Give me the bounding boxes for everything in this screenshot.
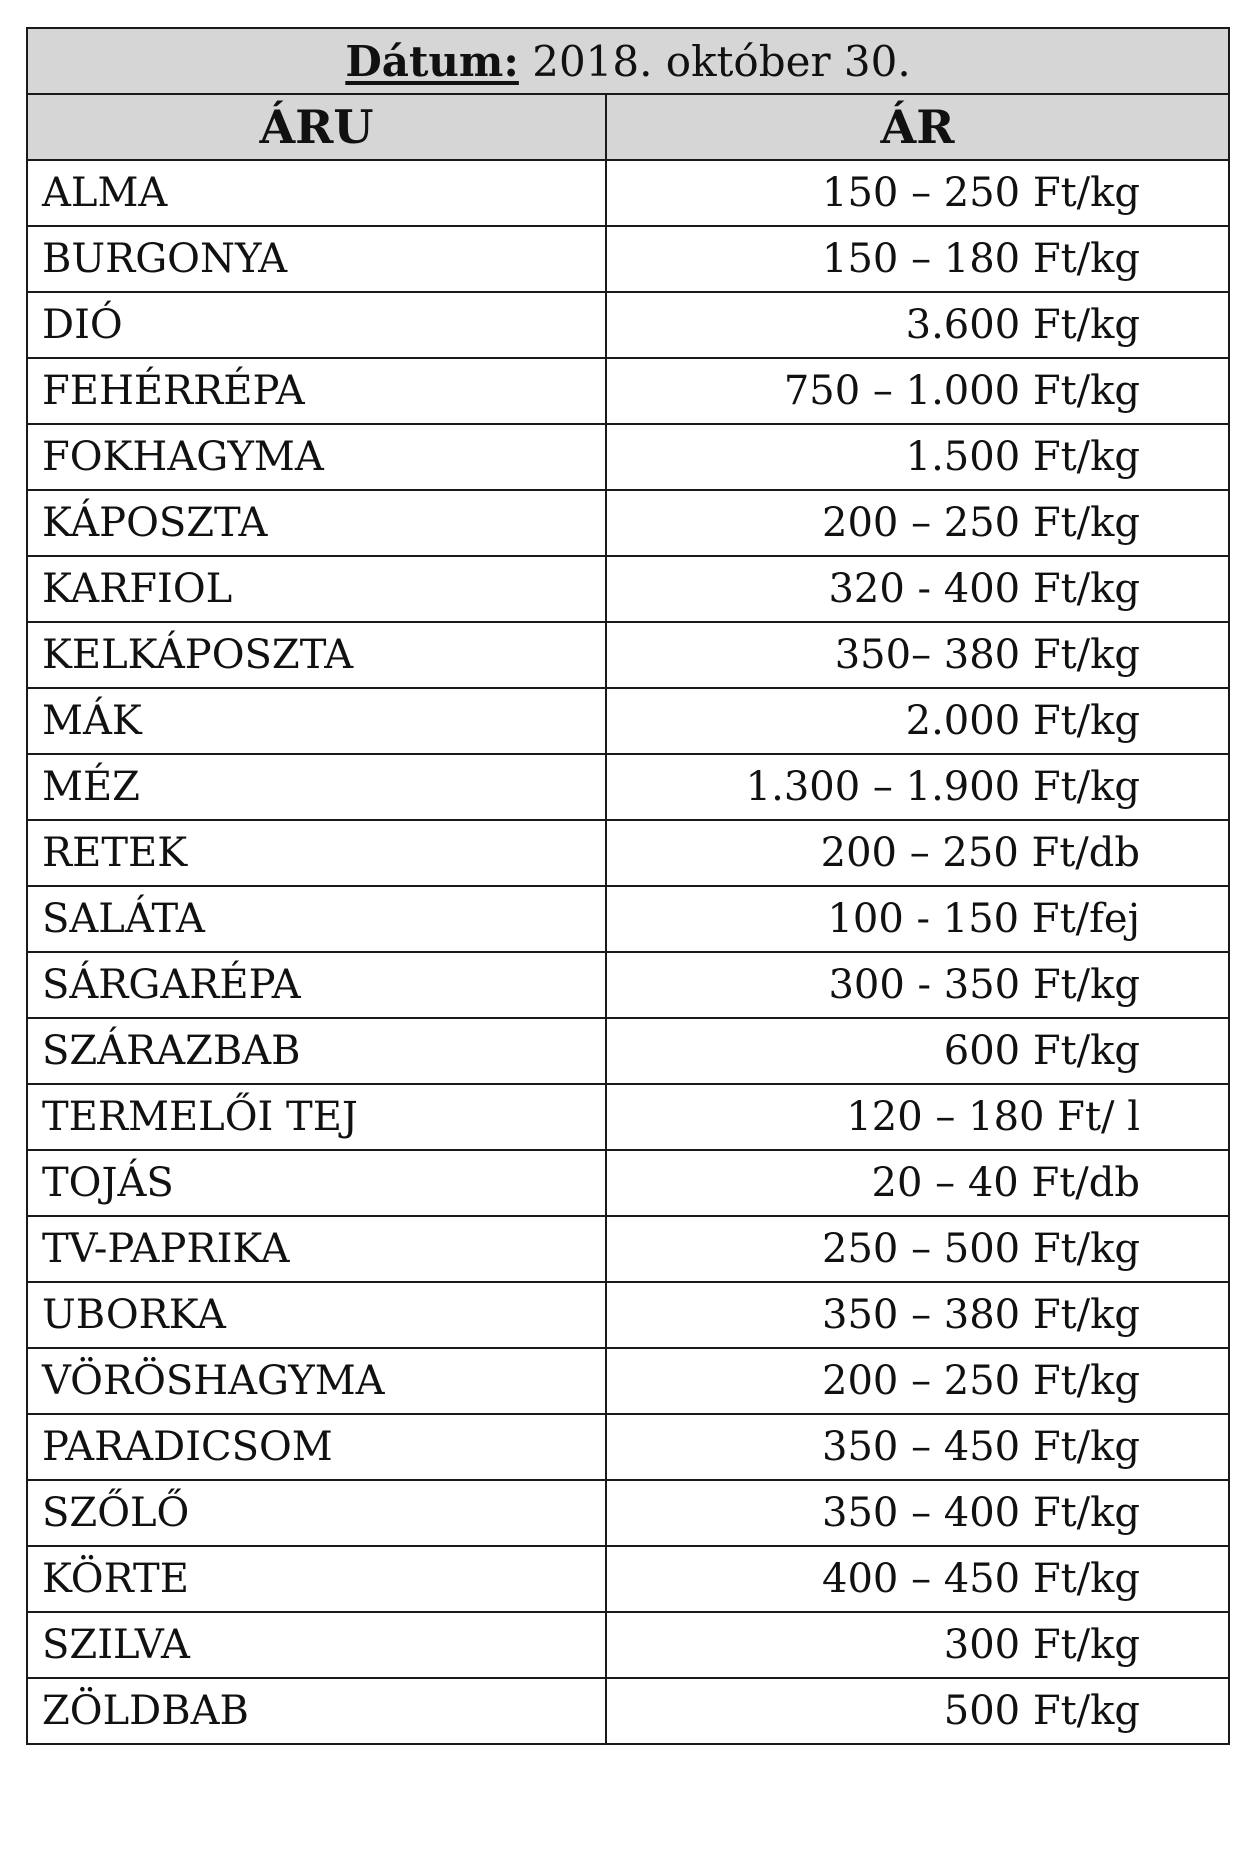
item-name-cell: SALÁTA xyxy=(27,886,606,952)
table-row xyxy=(27,820,1229,886)
table-row xyxy=(27,226,1229,292)
item-price-cell: 150 – 180 Ft/kg xyxy=(606,226,1229,292)
item-price-cell: 20 – 40 Ft/db xyxy=(606,1150,1229,1216)
item-price-cell: 400 – 450 Ft/kg xyxy=(606,1546,1229,1612)
column-header-item: ÁRU xyxy=(27,94,606,160)
table-row xyxy=(27,886,1229,952)
item-price-cell: 200 – 250 Ft/kg xyxy=(606,490,1229,556)
table-row xyxy=(27,556,1229,622)
item-name-cell: KELKÁPOSZTA xyxy=(27,622,606,688)
table-row xyxy=(27,1084,1229,1150)
table-row xyxy=(27,1348,1229,1414)
column-header-price: ÁR xyxy=(606,94,1229,160)
header-row xyxy=(27,94,1229,160)
table-row xyxy=(27,688,1229,754)
item-name-cell: SZÁRAZBAB xyxy=(27,1018,606,1084)
table-row xyxy=(27,160,1229,226)
table-row xyxy=(27,1546,1229,1612)
item-price-cell: 500 Ft/kg xyxy=(606,1678,1229,1744)
item-price-cell: 250 – 500 Ft/kg xyxy=(606,1216,1229,1282)
item-price-cell: 100 - 150 Ft/fej xyxy=(606,886,1229,952)
item-name-cell: SZŐLŐ xyxy=(27,1480,606,1546)
item-price-cell: 320 - 400 Ft/kg xyxy=(606,556,1229,622)
table-row xyxy=(27,1150,1229,1216)
item-name-cell: VÖRÖSHAGYMA xyxy=(27,1348,606,1414)
table-row xyxy=(27,1414,1229,1480)
table-row xyxy=(27,622,1229,688)
date-value: 2018. október 30. xyxy=(532,36,911,86)
item-price-cell: 1.300 – 1.900 Ft/kg xyxy=(606,754,1229,820)
price-list-document xyxy=(26,27,1228,1745)
item-name-cell: FOKHAGYMA xyxy=(27,424,606,490)
table-row xyxy=(27,490,1229,556)
item-price-cell: 350 – 450 Ft/kg xyxy=(606,1414,1229,1480)
item-price-cell: 350 – 400 Ft/kg xyxy=(606,1480,1229,1546)
table-row xyxy=(27,424,1229,490)
item-name-cell: KÖRTE xyxy=(27,1546,606,1612)
item-price-cell: 200 – 250 Ft/kg xyxy=(606,1348,1229,1414)
item-name-cell: KÁPOSZTA xyxy=(27,490,606,556)
item-name-cell: PARADICSOM xyxy=(27,1414,606,1480)
item-price-cell: 300 - 350 Ft/kg xyxy=(606,952,1229,1018)
date-cell xyxy=(27,28,1229,94)
item-price-cell: 150 – 250 Ft/kg xyxy=(606,160,1229,226)
item-price-cell: 120 – 180 Ft/ l xyxy=(606,1084,1229,1150)
table-row xyxy=(27,1678,1229,1744)
item-price-cell: 3.600 Ft/kg xyxy=(606,292,1229,358)
item-price-cell: 350– 380 Ft/kg xyxy=(606,622,1229,688)
item-price-cell: 750 – 1.000 Ft/kg xyxy=(606,358,1229,424)
table-row xyxy=(27,358,1229,424)
item-name-cell: MÉZ xyxy=(27,754,606,820)
table-row xyxy=(27,1612,1229,1678)
item-name-cell: ZÖLDBAB xyxy=(27,1678,606,1744)
table-row xyxy=(27,292,1229,358)
price-table xyxy=(26,27,1230,1745)
date-row xyxy=(27,28,1229,94)
item-price-cell: 200 – 250 Ft/db xyxy=(606,820,1229,886)
item-price-cell: 600 Ft/kg xyxy=(606,1018,1229,1084)
item-name-cell: KARFIOL xyxy=(27,556,606,622)
item-name-cell: UBORKA xyxy=(27,1282,606,1348)
item-name-cell: ALMA xyxy=(27,160,606,226)
table-row xyxy=(27,952,1229,1018)
item-price-cell: 1.500 Ft/kg xyxy=(606,424,1229,490)
item-name-cell: BURGONYA xyxy=(27,226,606,292)
date-label: Dátum: xyxy=(345,36,519,86)
table-row xyxy=(27,1216,1229,1282)
item-name-cell: DIÓ xyxy=(27,292,606,358)
item-price-cell: 350 – 380 Ft/kg xyxy=(606,1282,1229,1348)
item-name-cell: TERMELŐI TEJ xyxy=(27,1084,606,1150)
item-name-cell: TV-PAPRIKA xyxy=(27,1216,606,1282)
item-name-cell: RETEK xyxy=(27,820,606,886)
item-name-cell: MÁK xyxy=(27,688,606,754)
item-name-cell: SZILVA xyxy=(27,1612,606,1678)
table-row xyxy=(27,1480,1229,1546)
item-name-cell: FEHÉRRÉPA xyxy=(27,358,606,424)
table-row xyxy=(27,1282,1229,1348)
table-row xyxy=(27,754,1229,820)
item-price-cell: 2.000 Ft/kg xyxy=(606,688,1229,754)
table-row xyxy=(27,1018,1229,1084)
item-name-cell: TOJÁS xyxy=(27,1150,606,1216)
price-rows xyxy=(27,160,1229,1744)
item-name-cell: SÁRGARÉPA xyxy=(27,952,606,1018)
item-price-cell: 300 Ft/kg xyxy=(606,1612,1229,1678)
